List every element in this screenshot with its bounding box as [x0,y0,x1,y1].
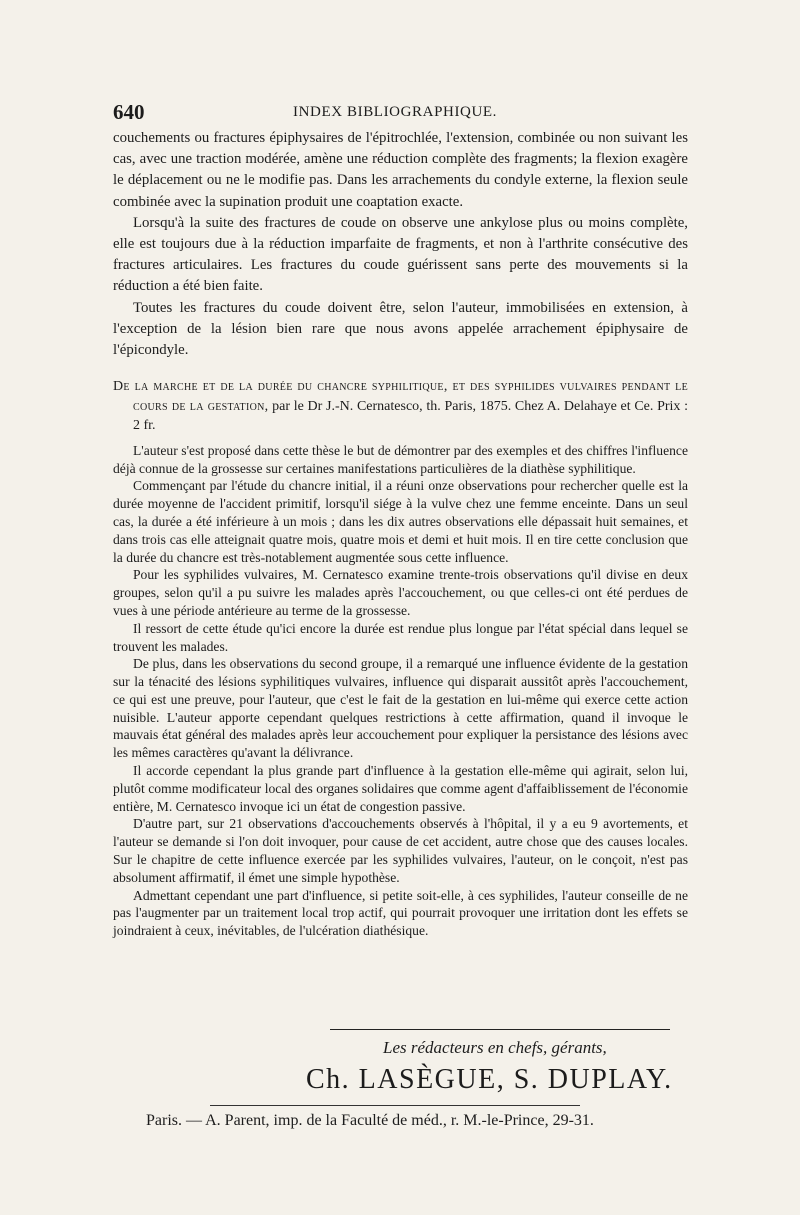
page-body [113,128,688,940]
paragraph: Lorsqu'à la suite des fractures de coude on observe une ankylose plus ou moins complète, elle est toujours due à la réduction imparfaite de fragments, et non à l'arthrite consécutive des fractures articulaires. Les fractures du coude guérissent sans perte des mouvements si la réduction a été bien faite. [113,214,688,295]
paragraph: Pour les syphilides vulvaires, M. Cernatesco examine trente-trois observations qu'il divise en deux groupes, selon qu'il a pu suivre les malades après l'accouchement, ou que celles-ci ont été perdues de vues à une période antérieure au terme de la grossesse. [113,567,688,618]
article-fractures [113,128,688,361]
printer-imprint: Paris. — A. Parent, imp. de la Faculté de méd., r. M.-le-Prince, 29-31. [146,1112,594,1129]
paragraph: D'autre part, sur 21 observations d'accouchements observés à l'hôpital, il y a eu 9 avortements, et l'auteur se demande si l'on doit invoquer, pour cause de cet accident, autre chose que des causes locales. Sur le chapitre de cette influence exercée par les syphilides vulvaires, l'auteur, on le conçoit, n'est pas absolument affirmatif, il émet une simple hypothèse. [113,816,688,885]
paragraph: L'auteur s'est proposé dans cette thèse le but de démontrer par des exemples et des chiffres l'influence déjà connue de la grossesse sur certaines manifestations particulières de la diathèse syphilitique. [113,442,688,476]
paragraph: Il ressort de cette étude qu'ici encore la durée est rendue plus longue par l'état spécial dans lequel se trouvent les malades. [113,620,688,654]
running-head: INDEX BIBLIOGRAPHIQUE. [293,104,498,120]
page-header [113,100,688,124]
bibliographic-entry [113,377,688,436]
paragraph: Toutes les fractures du coude doivent être, selon l'auteur, immobilisées en extension, à l'exception de la lésion bien rare que nous avons appelée arrachement épiphysaire de l'épicondyle. [113,299,688,359]
divider [210,1105,580,1106]
entry-title: De la marche et de la durée du chancre syphilitique, et des syphilides vulvaires pendant le cours de la gestation, [113,379,688,414]
editor-names: Ch. LASÈGUE, S. DUPLAY. [306,1064,673,1095]
paragraph: Commençant par l'étude du chancre initial, il a réuni onze observations pour rechercher quelle est la durée moyenne de l'accident primitif, lorsqu'il siége à la vulve chez une femme enceinte. Dans un seul cas, la durée a été inférieure à un mois ; dans les dix autres observations elle dépassait huit semaines, et dans trois cas elle atteignait quatre mois, quatre mois et demi et huit mois. Il en tire cette conclusion que la durée du chancre est très-notablement augmentée sous cette influence. [113,478,688,565]
editors-label: Les rédacteurs en chefs, gérants, [383,1038,607,1057]
paragraph: couchements ou fractures épiphysaires de l'épitrochlée, l'extension, combinée ou non suivant les cas, avec une traction modérée, amène une réduction complète des fragments; la flexion exagère le déplacement ou ne le modifie pas. Dans les arrachements du condyle externe, la flexion seule combinée avec la supination produit une coaptation exacte. [113,130,688,210]
paragraph: Il accorde cependant la plus grande part d'influence à la gestation elle-même qui agirait, selon lui, plutôt comme modificateur local des organes solidaires que comme agent d'affaiblissement de l'économie entière, M. Cernatesco invoque ici un état de congestion passive. [113,763,688,814]
paragraph: Admettant cependant une part d'influence, si petite soit-elle, à ces syphilides, l'auteur conseille de ne pas l'augmenter par un traitement local trop actif, qui pourrait provoquer une irritation dont les effets se joindraient à ceux, inévitables, de l'ulcération diathésique. [113,887,688,939]
paragraph: De plus, dans les observations du second groupe, il a remarqué une influence évidente de la gestation sur la ténacité des lésions syphilitiques vulvaires, influence qui disparait aussitôt après l'accouchement, ce qui est une preuve, pour l'auteur, que c'est le fait de la gestation en lui-même qui exerce cette action nuisible. L'auteur apporte cependant quelques restrictions à cette affirmation, quand il invoque le mauvais état général des malades après leur accouchement pour expliquer la persistance des lésions avec les mêmes caractères qu'avant la délivrance. [113,656,688,761]
divider [330,1029,670,1030]
entry-publication: th. Paris, 1875. Chez A. Delahaye et Ce. Prix : 2 fr. [133,398,689,434]
page-number: 640 [113,100,145,124]
entry-byline: par le Dr J.-N. Cernatesco, [272,398,423,414]
article-chancre [113,442,688,940]
